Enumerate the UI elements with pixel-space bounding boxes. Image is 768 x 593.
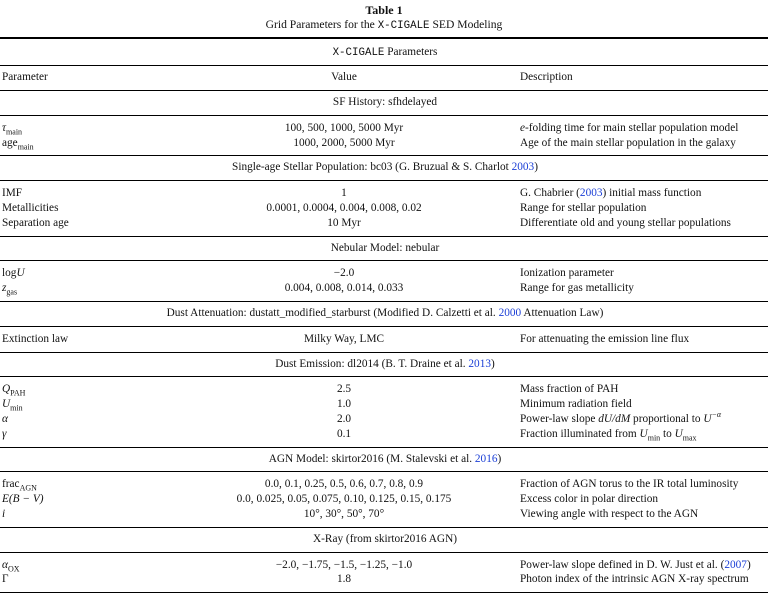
value-extinction-law: Milky Way, LMC (170, 326, 518, 352)
desc-tau-main: e-folding time for main stellar population model (518, 115, 768, 135)
desc-logu: Ionization parameter (518, 261, 768, 281)
value-zgas: 0.004, 0.008, 0.014, 0.033 (170, 281, 518, 301)
table-row (0, 552, 768, 572)
param-photon-index: Γ (0, 572, 170, 592)
param-inclination: i (0, 507, 170, 527)
table-row (0, 507, 768, 527)
desc-inclination: Viewing angle with respect to the AGN (518, 507, 768, 527)
desc-separation-age: Differentiate old and young stellar populations (518, 216, 768, 236)
table-row (0, 427, 768, 447)
section-sf-history: SF History: sfhdelayed (0, 91, 768, 116)
value-frac-agn: 0.0, 0.1, 0.25, 0.5, 0.6, 0.7, 0.8, 0.9 (170, 472, 518, 492)
section-xray: X-Ray (from skirtor2016 AGN) (0, 527, 768, 552)
citation-link[interactable]: 2003 (512, 161, 535, 173)
table-header-title: X-CIGALE Parameters (0, 41, 768, 66)
column-header-value: Value (170, 66, 518, 91)
table-title: Grid Parameters for the X-CIGALE SED Modeling (0, 17, 768, 34)
column-header-row (0, 66, 768, 91)
desc-extinction-law: For attenuating the emission line flux (518, 326, 768, 352)
table-row (0, 201, 768, 216)
desc-imf: G. Chabrier (2003) initial mass function (518, 181, 768, 201)
table-row (0, 472, 768, 492)
citation-link[interactable]: 2016 (475, 453, 498, 465)
column-header-description: Description (518, 66, 768, 91)
desc-age-main: Age of the main stellar population in the galaxy (518, 136, 768, 156)
param-alpha-ox: $\alpha_{OX}$ (0, 552, 170, 572)
table-number: Table 1 (0, 3, 768, 17)
table-row (0, 115, 768, 135)
param-tau-main: $\tau_{main}$ (0, 115, 170, 135)
table-row (0, 136, 768, 156)
value-alpha: 2.0 (170, 412, 518, 427)
value-logu: −2.0 (170, 261, 518, 281)
param-zgas: $z_{gas}$ (0, 281, 170, 301)
desc-umin: Minimum radiation field (518, 397, 768, 412)
param-age-main: age$_{main}$ (0, 136, 170, 156)
column-header-parameter: Parameter (0, 66, 170, 91)
value-separation-age: 10 Myr (170, 216, 518, 236)
desc-frac-agn: Fraction of AGN torus to the IR total luminosity (518, 472, 768, 492)
value-alpha-ox: −2.0, −1.75, −1.5, −1.25, −1.0 (170, 552, 518, 572)
param-extinction-law: Extinction law (0, 326, 170, 352)
table-row (0, 281, 768, 301)
param-separation-age: Separation age (0, 216, 170, 236)
table-header-row (0, 41, 768, 66)
value-ebv: 0.0, 0.025, 0.05, 0.075, 0.10, 0.125, 0.15, 0.175 (170, 492, 518, 507)
value-photon-index: 1.8 (170, 572, 518, 592)
desc-photon-index: Photon index of the intrinsic AGN X-ray spectrum (518, 572, 768, 592)
citation-link[interactable]: 2007 (724, 559, 747, 571)
table-row (0, 261, 768, 281)
value-umin: 1.0 (170, 397, 518, 412)
table-row (0, 572, 768, 592)
value-qpah: 2.5 (170, 377, 518, 397)
value-imf: 1 (170, 181, 518, 201)
table-row (0, 492, 768, 507)
desc-ebv: Excess color in polar direction (518, 492, 768, 507)
value-tau-main: 100, 500, 1000, 5000 Myr (170, 115, 518, 135)
table-row (0, 216, 768, 236)
table-row (0, 181, 768, 201)
param-imf: IMF (0, 181, 170, 201)
citation-link[interactable]: 2003 (580, 187, 603, 199)
table-row (0, 326, 768, 352)
section-ssp: Single-age Stellar Population: bc03 (G. Bruzual & S. Charlot 2003) (0, 156, 768, 181)
desc-alpha-ox: Power-law slope defined in D. W. Just et al. (2007) (518, 552, 768, 572)
table-row (0, 412, 768, 427)
param-umin: $U_{min}$ (0, 397, 170, 412)
param-metallicities: Metallicities (0, 201, 170, 216)
citation-link[interactable]: 2013 (468, 358, 491, 370)
param-alpha: α (0, 412, 170, 427)
param-gamma: γ (0, 427, 170, 447)
param-logu: logU (0, 261, 170, 281)
desc-qpah: Mass fraction of PAH (518, 377, 768, 397)
value-metallicities: 0.0001, 0.0004, 0.004, 0.008, 0.02 (170, 201, 518, 216)
desc-alpha: Power-law slope dU/dM proportional to $U^{-\alpha}$ (518, 412, 768, 427)
param-ebv: E(B − V) (0, 492, 170, 507)
section-dust-attenuation: Dust Attenuation: dustatt_modified_starburst (Modified D. Calzetti et al. 2000 Attenuation Law) (0, 302, 768, 327)
table-caption (0, 0, 768, 34)
section-agn-model: AGN Model: skirtor2016 (M. Stalevski et al. 2016) (0, 447, 768, 472)
param-qpah: $Q_{PAH}$ (0, 377, 170, 397)
table-row (0, 377, 768, 397)
value-age-main: 1000, 2000, 5000 Myr (170, 136, 518, 156)
value-gamma: 0.1 (170, 427, 518, 447)
citation-link[interactable]: 2000 (499, 307, 522, 319)
desc-gamma: Fraction illuminated from $U_{min}$ to $U_{max}$ (518, 427, 768, 447)
value-inclination: 10°, 30°, 50°, 70° (170, 507, 518, 527)
desc-metallicities: Range for stellar population (518, 201, 768, 216)
section-dust-emission: Dust Emission: dl2014 (B. T. Draine et al. 2013) (0, 352, 768, 377)
desc-zgas: Range for gas metallicity (518, 281, 768, 301)
table-row (0, 397, 768, 412)
param-frac-agn: frac$_{AGN}$ (0, 472, 170, 492)
section-nebular: Nebular Model: nebular (0, 236, 768, 261)
parameter-table (0, 37, 768, 593)
